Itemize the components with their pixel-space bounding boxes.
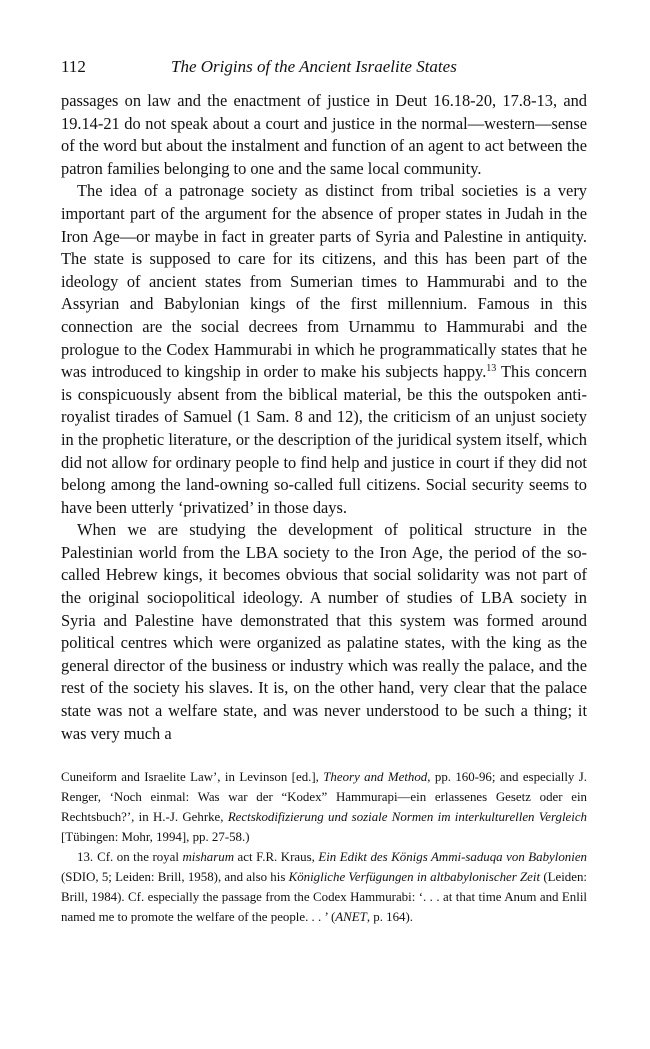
footnote-12-continuation	[61, 767, 587, 847]
paragraph-2-part-a: The idea of a patronage society as distinct from tribal societies is a very important part of the argument for the absence of proper states in Judah in the Iron Age—or maybe in fact in greater parts of Syria and Palestine in antiquity. The state is supposed to care for its citizens, and this has been part of the ideology of ancient states from Sumerian times to Hammurabi and to the Assyrian and Babylonian kings of the first millennium. Famous in this connection are the social decrees from Urnammu to Hammurabi and the prologue to the Codex Hammurabi in which he programmatically states that he was introduced to kingship in order to make his subjects happy.	[61, 181, 587, 382]
footnote-13	[61, 847, 587, 927]
footnote-text: Cuneiform and Israelite Law’, in Levinson [ed.],	[61, 770, 324, 785]
footnote-text: (Leiden: Brill, 1984). Cf. especially the passage from the Codex Hammurabi: ‘. . . at that time Anum and Enlil named me to promote the welfare of the people. . . ’ (	[61, 870, 587, 925]
footnote-text: , p. 164).	[366, 910, 413, 925]
footnote-title: Königliche Verfügungen in altbabylonischer Zeit	[288, 870, 541, 885]
footnotes	[61, 767, 587, 927]
footnote-text: , pp. 160-96; and especially J. Renger, ‘Noch einmal: Was war der “Kodex” Hammurapi—ein erlassenes Gesetz oder ein Rechtsbuch?’, in H.-J. Gehrke,	[61, 770, 587, 825]
footnote-title: ANET	[335, 910, 367, 925]
footnote-reference-13: 13	[486, 363, 497, 375]
footnote-text: [Tübingen: Mohr, 1994], pp. 27-58.)	[61, 830, 250, 845]
page-number: 112	[61, 57, 86, 76]
footnote-title: Ein Edikt des Königs Ammi-saduqa von Babylonien	[318, 850, 587, 865]
book-page	[61, 56, 587, 927]
paragraph-2-part-b: This concern is conspicuously absent from the biblical material, be this the outspoken anti-royalist tirades of Samuel (1 Sam. 8 and 12), the criticism of an unjust society in the prophetic literature, or the description of the juridical system itself, which did not allow for ordinary people to find help and justice in court if they did not belong among the land-owning so-called full citizens. Social security seems to have been utterly ‘privatized’ in those days.	[61, 362, 587, 517]
paragraph-1: passages on law and the enactment of justice in Deut 16.18-20, 17.8-13, and 19.14-21 do not speak about a court and justice in the normal—western—sense of the word but about the instalment and function of an agent to act between the patron families belonging to one and the same local community.	[61, 91, 587, 178]
paragraph-3: When we are studying the development of political structure in the Palestinian world from the LBA society to the Iron Age, the period of the so-called Hebrew kings, it becomes obvious that social solidarity was not part of the original sociopolitical ideology. A number of studies of LBA society in Syria and Palestine have demonstrated that this system was formed around political centres which were organized as palatine states, with the king as the general director of the business or industry which was really the palace, and the rest of the society his slaves. It is, on the other hand, very clear that the palace state was not a welfare state, and was never understood to be such a thing; it was very much a	[61, 520, 587, 743]
footnote-term: misharum	[182, 850, 235, 865]
footnote-text: act F.R. Kraus,	[234, 850, 319, 865]
footnote-text: Cf. on the royal	[97, 850, 183, 865]
body-text	[61, 90, 587, 745]
running-head	[61, 56, 587, 78]
footnote-text: (SDIO, 5; Leiden: Brill, 1958), and also his	[61, 870, 289, 885]
paragraph-2	[61, 180, 587, 519]
footnote-number: 13.	[77, 850, 94, 865]
running-title: The Origins of the Ancient Israelite States	[171, 57, 457, 76]
footnote-title: Rectskodifizierung und soziale Normen im interkulturellen Vergleich	[227, 810, 587, 825]
footnote-title: Theory and Method	[323, 770, 428, 785]
